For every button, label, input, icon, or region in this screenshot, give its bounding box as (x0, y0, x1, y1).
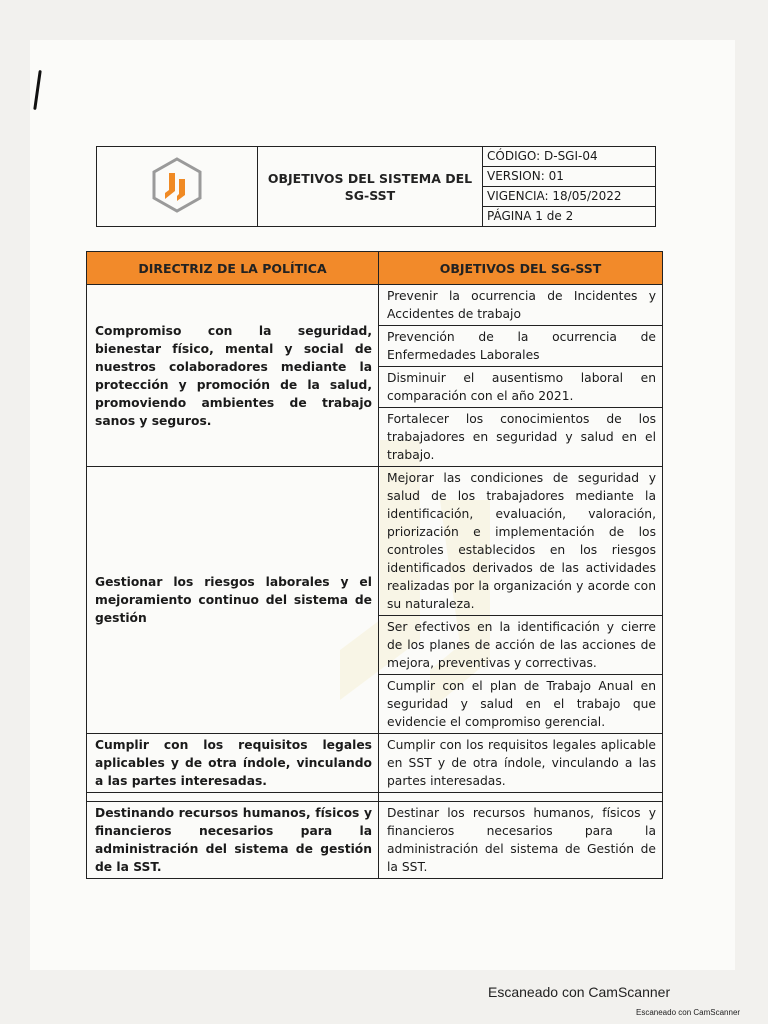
column-header-directriz: DIRECTRIZ DE LA POLÍTICA (87, 252, 379, 285)
table-row (87, 802, 663, 879)
directriz-cell: Destinando recursos humanos, físicos y financieros necesarios para la administración del sistema de gestión de la SST. (87, 802, 379, 879)
objectives-table (86, 251, 663, 879)
directriz-cell: Gestionar los riesgos laborales y el mejoramiento continuo del sistema de gestión (87, 467, 379, 734)
objetivo-cell: Ser efectivos en la identificación y cierre de los planes de acción de las acciones de mejora, preventivas y correctivas. (379, 616, 663, 675)
objetivo-cell: Cumplir con el plan de Trabajo Anual en seguridad y salud en el trabajo que evidencie el compromiso gerencial. (379, 675, 663, 734)
document-header (96, 146, 656, 227)
row-spacer (87, 793, 379, 802)
logo-cell (97, 147, 258, 227)
company-logo-icon (151, 157, 203, 213)
document-info (483, 147, 656, 227)
objetivo-cell: Mejorar las condiciones de seguridad y salud de los trabajadores mediante la identificación, evaluación, valoración, priorización e implementación de los controles establecidos en los riesgos identificados derivados de las actividades realizadas por la organización y acorde con su naturaleza. (379, 467, 663, 616)
objetivo-cell: Prevención de la ocurrencia de Enfermedades Laborales (379, 326, 663, 367)
scanner-watermark: Escaneado con CamScanner (488, 984, 671, 1000)
table-row (87, 467, 663, 616)
codigo: CÓDIGO: D-SGI-04 (483, 147, 655, 167)
table-row (87, 734, 663, 793)
table-row (87, 285, 663, 326)
document-title: OBJETIVOS DEL SISTEMA DEL SG-SST (258, 147, 483, 227)
row-spacer (379, 793, 663, 802)
directriz-cell: Compromiso con la seguridad, bienestar físico, mental y social de nuestros colaboradores mediante la protección y promoción de la salud, promoviendo ambientes de trabajo sanos y seguros. (87, 285, 379, 467)
objetivo-cell: Fortalecer los conocimientos de los trabajadores en seguridad y salud en el trabajo. (379, 408, 663, 467)
column-header-objetivos: OBJETIVOS DEL SG-SST (379, 252, 663, 285)
scanner-watermark-small: Escaneado con CamScanner (636, 1008, 741, 1017)
directriz-cell: Cumplir con los requisitos legales aplicables y de otra índole, vinculando a las partes interesadas. (87, 734, 379, 793)
objetivo-cell: Prevenir la ocurrencia de Incidentes y Accidentes de trabajo (379, 285, 663, 326)
objetivo-cell: Disminuir el ausentismo laboral en comparación con el año 2021. (379, 367, 663, 408)
vigencia: VIGENCIA: 18/05/2022 (483, 187, 655, 207)
version: VERSION: 01 (483, 167, 655, 187)
objetivo-cell: Destinar los recursos humanos, físicos y financieros necesarios para la administración del sistema de Gestión de la SST. (379, 802, 663, 879)
pagina: PÁGINA 1 de 2 (487, 209, 574, 223)
objetivo-cell: Cumplir con los requisitos legales aplicable en SST y de otra índole, vinculando a las partes interesadas. (379, 734, 663, 793)
